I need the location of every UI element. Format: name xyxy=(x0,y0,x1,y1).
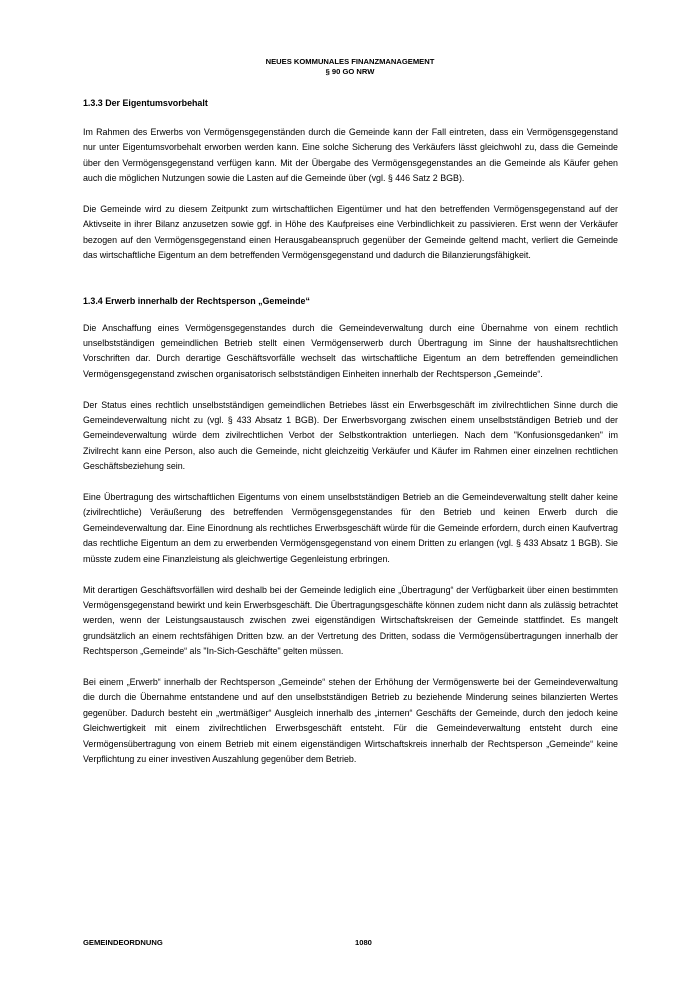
header-title: NEUES KOMMUNALES FINANZMANAGEMENT xyxy=(265,57,435,66)
paragraph: Der Status eines rechtlich unselbstständigen gemeindlichen Betriebes lässt ein Erwerbsgeschäft im zivilrechtlichen Sinne durch die Gemeindeverwaltung nicht zu (vgl. § 433 Absatz 1 BGB). Der Erwerbsvorgang zwischen einem unselbstständigen Betrieb und der Gemeindeverwaltung würde dem zivilrechtlichen Verbot der Selbstkontraktion unterliegen. Nach dem "Konfusionsgedanken" im Zivilrecht kann eine Person, also auch die Gemeinde, nicht gleichzeitig Verkäufer und Käufer im Rahmen einer einzelnen rechtlichen Geschäftsbeziehung sein. xyxy=(83,399,618,472)
paragraph: Im Rahmen des Erwerbs von Vermögensgegenständen durch die Gemeinde kann der Fall eintreten, dass ein Vermögensgegenstand nur unter Eigentumsvorbehalt erworben werden kann. Eine solche Sicherung des Verkäufers lässt gleichwohl zu, dass die Gemeinde über den Vermögensgegenstand verfügen kann. Mit der Übergabe des Vermögensgegenstandes an die Gemeinde als Käufer gehen auch die möglichen Nutzungen sowie die Lasten auf die Gemeinde über (vgl. § 446 Satz 2 BGB). xyxy=(83,127,618,184)
footer-label: GEMEINDEORDNUNG xyxy=(83,938,163,947)
section-heading-erwerb-innerhalb: 1.3.4 Erwerb innerhalb der Rechtsperson „Gemeinde“ xyxy=(83,295,310,306)
header-subtitle: § 90 GO NRW xyxy=(325,67,375,76)
paragraph: Die Anschaffung eines Vermögensgegenstandes durch die Gemeindeverwaltung durch eine Übernahme von einem rechtlich unselbstständigen gemeindlichen Betrieb stellt einen Vermögenserwerb durch Übertragung im Sinne der haushaltsrechtlichen Vorschriften dar. Durch derartige Geschäftsvorfälle wechselt das wirtschaftliche Eigentum an dem betreffenden gemeindlichen Vermögensgegenstand zwischen organisatorisch selbstständigen Einheiten innerhalb der Rechtsperson „Gemeinde“. xyxy=(83,322,618,379)
page-content xyxy=(83,96,618,783)
paragraph: Eine Übertragung des wirtschaftlichen Eigentums von einem unselbstständigen Betrieb an die Gemeindeverwaltung stellt daher keine (zivilrechtliche) Veräußerung des betreffenden Vermögensgegenstandes für den Betrieb und keinen Erwerb durch die Gemeindeverwaltung dar. Eine Einordnung als rechtliches Erwerbsgeschäft würde für die Gemeinde erfordern, durch einen Kaufvertrag das rechtliche Eigentum an dem zu erwerbenden Vermögensgegenstand von einem Dritten zu erlangen (vgl. § 433 Absatz 1 BGB). Sie müsste zudem eine Finanzleistung als gleichwertige Gegenleistung erbringen. xyxy=(83,492,618,564)
section-heading-eigentumsvorbehalt: 1.3.3 Der Eigentumsvorbehalt xyxy=(83,98,208,108)
page-header xyxy=(0,57,700,77)
paragraph: Bei einem „Erwerb“ innerhalb der Rechtsperson „Gemeinde“ stehen der Erhöhung der Vermögenswerte bei der Gemeindeverwaltung die durch die Übernahme entstandene und auf den unselbstständigen Betrieb zu beziehende Minderung seines bilanzierten Wertes gegenüber. Dadurch besteht ein „wertmäßiger“ Ausgleich innerhalb des „internen“ Geschäfts der Gemeinde, durch den jedoch keine Gleichwertigkeit mit einem zivilrechtlichen Erwerbsgeschäft entsteht. Für die Gemeindeverwaltung entsteht durch eine Vermögensübertragung von einem Betrieb mit einem eigenständigen Wirtschaftskreis innerhalb der Rechtsperson „Gemeinde“ keine Verpflichtung zu einer investiven Auszahlung gegenüber dem Betrieb. xyxy=(83,676,618,764)
page-number: 1080 xyxy=(355,938,372,947)
paragraph: Die Gemeinde wird zu diesem Zeitpunkt zum wirtschaftlichen Eigentümer und hat den betreffenden Vermögensgegenstand auf der Aktivseite in ihrer Bilanz anzusetzen sowie ggf. in Höhe des Kaufpreises eine Verbindlichkeit zu passivieren. Erst wenn der Verkäufer bezogen auf den Vermögensgegenstand einen Herausgabeanspruch gegenüber der Gemeinde geltend macht, verliert die Gemeinde das wirtschaftliche Eigentum an dem betreffenden Vermögensgegenstand und dadurch die Bilanzierungsfähigkeit. xyxy=(83,204,618,261)
paragraph: Mit derartigen Geschäftsvorfällen wird deshalb bei der Gemeinde lediglich eine „Übertragung“ der Verfügbarkeit über einen bestimmten Vermögensgegenstand bewirkt und kein Erwerbsgeschäft. Die Übertragungsgeschäfte können zudem nicht dann als zulässig betrachtet werden, wenn der Leistungsaustausch zwischen zwei eigenständigen Wirtschaftskreisen der Gemeinde stattfindet. Es mangelt grundsätzlich an einem rechtsfähigen Dritten bzw. an der Vertretung des Dritten, sodass die Vermögensübertragungen innerhalb der Rechtsperson „Gemeinde“ als "In-Sich-Geschäfte" gelten müssen. xyxy=(83,584,618,657)
